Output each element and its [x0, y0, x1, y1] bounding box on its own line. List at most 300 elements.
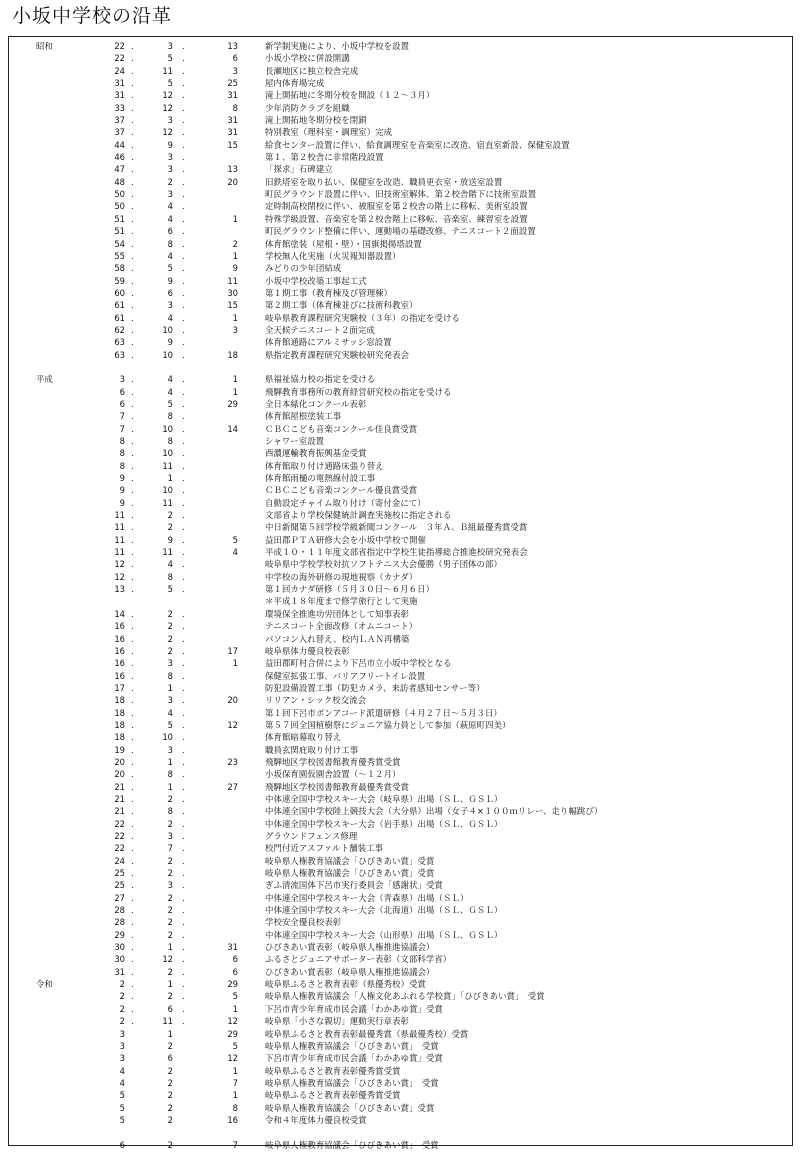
- month-cell: 2: [167, 1077, 173, 1088]
- month-cell: 2: [167, 1065, 173, 1076]
- event-text: ふるさとジュニアサポーター表彰（文部科学省）: [265, 954, 452, 965]
- month-cell: 3: [167, 880, 173, 891]
- history-row: [9, 89, 792, 101]
- history-row: [9, 287, 792, 299]
- month-cell: 4: [167, 250, 173, 261]
- month-cell: 8: [167, 769, 173, 780]
- date-separator: .: [131, 905, 134, 916]
- event-text: 「探求」石碑建立: [265, 164, 333, 175]
- history-row: [9, 250, 792, 262]
- month-cell: 12: [162, 127, 173, 138]
- history-row: [9, 781, 792, 793]
- history-rows: [9, 40, 792, 1151]
- month-cell: 2: [167, 510, 173, 521]
- date-separator: .: [182, 423, 185, 434]
- month-cell: 5: [167, 719, 173, 730]
- date-separator: .: [131, 436, 134, 446]
- day-cell: 6: [232, 954, 238, 965]
- date-separator: .: [131, 349, 134, 360]
- event-text: 小坂保育園仮園舎設置（～１２月）: [265, 769, 401, 780]
- date-separator: .: [182, 559, 185, 570]
- history-row: [9, 163, 792, 175]
- date-separator: .: [182, 263, 185, 274]
- year-cell: 5: [119, 1102, 125, 1113]
- history-row: [9, 929, 792, 941]
- year-cell: 31: [114, 966, 125, 977]
- month-cell: 9: [167, 337, 173, 348]
- month-cell: 2: [167, 991, 173, 1002]
- date-separator: .: [131, 534, 134, 545]
- month-cell: 10: [162, 485, 173, 496]
- month-cell: 2: [167, 621, 173, 632]
- date-separator: .: [182, 547, 185, 558]
- event-text: 益田郡ＰＴＡ研修大会を小坂中学校で開催: [265, 534, 427, 545]
- history-row: [9, 842, 792, 854]
- event-text: 中体連全国中学校スキー大会（山形県）出場（ＳＬ、ＧＳＬ）: [265, 929, 503, 940]
- day-cell: 23: [227, 756, 238, 767]
- event-text: 特殊学級設置、音楽室を第２校舎階上に移転、音楽室、練習室を設置: [265, 213, 528, 224]
- month-cell: 6: [167, 1053, 173, 1064]
- year-cell: 8: [119, 460, 125, 471]
- year-cell: 28: [114, 917, 125, 928]
- month-cell: 8: [167, 411, 173, 422]
- event-text: 令和４年度体力優良校受賞: [265, 1114, 367, 1125]
- date-separator: .: [131, 633, 134, 644]
- era-label: 令和: [36, 979, 53, 990]
- date-separator: .: [131, 608, 134, 619]
- date-separator: .: [131, 769, 134, 780]
- date-separator: .: [182, 152, 185, 163]
- history-row: [9, 423, 792, 435]
- date-separator: .: [182, 1003, 185, 1014]
- date-separator: .: [131, 485, 134, 496]
- date-separator: .: [182, 732, 185, 743]
- year-cell: 13: [114, 584, 125, 595]
- month-cell: 8: [167, 806, 173, 817]
- month-cell: 2: [167, 1114, 173, 1125]
- date-separator: .: [182, 1016, 185, 1027]
- year-cell: 9: [119, 473, 125, 484]
- history-row: [9, 1028, 792, 1040]
- month-cell: 5: [167, 78, 173, 89]
- day-cell: 9: [232, 263, 238, 274]
- event-text: 岐阜県教育課程研究実験校（３年）の指定を受ける: [265, 312, 460, 323]
- month-cell: 7: [167, 843, 173, 854]
- date-separator: .: [182, 41, 185, 51]
- date-separator: .: [131, 892, 134, 903]
- date-separator: .: [182, 386, 185, 397]
- event-text: 体育館暗幕取り替え: [265, 732, 342, 743]
- event-text: シャワー室設置: [265, 436, 325, 446]
- month-cell: 10: [162, 349, 173, 360]
- event-text: グラウンドフェンス修理: [265, 831, 358, 841]
- date-separator: .: [182, 201, 185, 212]
- month-cell: 2: [167, 855, 173, 866]
- year-cell: 60: [114, 287, 125, 298]
- date-separator: .: [182, 250, 185, 261]
- year-cell: 3: [119, 374, 125, 385]
- date-separator: .: [131, 868, 134, 879]
- date-separator: .: [131, 559, 134, 570]
- date-separator: .: [182, 139, 185, 150]
- event-text: 滝上開拓地冬期分校を閉鎖: [265, 115, 367, 126]
- event-text: 平成１０・１１年度文部省指定中学校生徒指導総合推進校研究発表会: [265, 547, 528, 558]
- month-cell: 2: [167, 176, 173, 187]
- date-separator: .: [131, 670, 134, 681]
- year-cell: 21: [114, 806, 125, 817]
- date-separator: .: [131, 324, 134, 335]
- year-cell: 2: [119, 979, 125, 990]
- month-cell: 3: [167, 695, 173, 706]
- event-text: 自動設定チャイム取り付け（寄付金にて）: [265, 497, 426, 508]
- year-cell: 61: [114, 312, 125, 323]
- event-text: 中体連全国中学校陸上競技大会（大分県）出場（女子４×１００ｍリレー、走り幅跳び）: [265, 806, 603, 817]
- history-row: [9, 805, 792, 817]
- year-cell: 21: [114, 781, 125, 792]
- history-row: [9, 435, 792, 447]
- event-text: 体育館塗装（屋根・壁）・国旗掲揚塔設置: [265, 238, 422, 249]
- event-text: リリアン・シック校交流会: [265, 695, 367, 706]
- month-cell: 6: [167, 1003, 173, 1014]
- date-separator: .: [182, 300, 185, 311]
- date-separator: .: [131, 645, 134, 656]
- date-separator: .: [131, 658, 134, 669]
- date-separator: .: [182, 818, 185, 829]
- event-text: 特別教室（理科室・調理室）完成: [265, 127, 393, 138]
- event-text: 職員玄関庇取り付け工事: [265, 744, 359, 755]
- history-row: [9, 990, 792, 1002]
- history-row: [9, 916, 792, 928]
- day-cell: 11: [227, 275, 238, 286]
- date-separator: .: [182, 226, 185, 237]
- month-cell: 8: [167, 670, 173, 681]
- date-separator: .: [182, 584, 185, 595]
- year-cell: 50: [114, 201, 125, 212]
- event-text: 学校安全優良校表彰: [265, 917, 342, 928]
- year-cell: 24: [114, 855, 125, 866]
- month-cell: 4: [167, 559, 173, 570]
- year-cell: 22: [114, 53, 125, 64]
- history-row: [9, 484, 792, 496]
- month-cell: 4: [167, 213, 173, 224]
- date-separator: .: [182, 275, 185, 286]
- year-cell: 18: [114, 719, 125, 730]
- history-row: [9, 262, 792, 274]
- date-separator: .: [131, 954, 134, 965]
- event-text: 体育館雨樋の電熱線付設工事: [265, 473, 376, 484]
- date-separator: .: [131, 719, 134, 730]
- year-cell: 16: [114, 633, 125, 644]
- day-cell: 1: [232, 658, 238, 669]
- month-cell: 10: [162, 423, 173, 434]
- date-separator: .: [182, 880, 185, 891]
- year-cell: 27: [114, 892, 125, 903]
- history-row: [9, 1052, 792, 1064]
- day-cell: 4: [232, 547, 238, 558]
- date-separator: .: [182, 436, 185, 446]
- year-cell: 16: [114, 658, 125, 669]
- history-row: [9, 768, 792, 780]
- event-text: 屋内体育場完成: [265, 78, 325, 89]
- date-separator: .: [131, 139, 134, 150]
- date-separator: .: [131, 398, 134, 409]
- event-text: 中体連全国中学校スキー大会（北海道）出場（ＳＬ、ＧＳＬ）: [265, 905, 503, 916]
- event-text: 中学校の海外研修の現地視察（カナダ）: [265, 571, 418, 582]
- month-cell: 2: [167, 1040, 173, 1051]
- event-text: 小坂中学校改築工事起工式: [265, 275, 367, 286]
- month-cell: 2: [167, 905, 173, 916]
- day-cell: 1: [232, 1003, 238, 1014]
- month-cell: 10: [162, 448, 173, 459]
- year-cell: 4: [119, 1077, 125, 1088]
- date-separator: .: [182, 312, 185, 323]
- event-text: みどりの少年団結成: [265, 263, 342, 274]
- date-separator: .: [182, 53, 185, 64]
- event-text: 益田郡町村合併により下呂市立小坂中学校となる: [265, 658, 452, 669]
- history-row: [9, 694, 792, 706]
- history-row: [9, 200, 792, 212]
- date-separator: .: [131, 793, 134, 804]
- history-row: [9, 77, 792, 89]
- date-separator: .: [182, 954, 185, 965]
- year-cell: 63: [114, 349, 125, 360]
- row-gap: [9, 1126, 792, 1138]
- date-separator: .: [182, 806, 185, 817]
- date-separator: .: [131, 497, 134, 508]
- event-text: 第５７回全国植樹祭にジュニア協力員として参加（萩原町四美）: [265, 719, 511, 730]
- history-row: [9, 682, 792, 694]
- event-text: 飛騨地区学校図書館教育優秀賞受賞: [265, 756, 401, 767]
- day-cell: 31: [227, 942, 238, 953]
- date-separator: .: [182, 793, 185, 804]
- date-separator: .: [131, 917, 134, 928]
- date-separator: .: [182, 658, 185, 669]
- date-separator: .: [182, 115, 185, 126]
- event-text: 西濃運輸教育振興基金受賞: [265, 448, 367, 459]
- month-cell: 2: [167, 818, 173, 829]
- date-separator: .: [182, 497, 185, 508]
- date-separator: .: [131, 695, 134, 706]
- month-cell: 1: [167, 682, 173, 693]
- history-row: [9, 558, 792, 570]
- date-separator: .: [182, 485, 185, 496]
- year-cell: 58: [114, 263, 125, 274]
- event-text: 少年消防クラブを組織: [265, 102, 350, 113]
- date-separator: .: [131, 90, 134, 101]
- date-separator: .: [131, 423, 134, 434]
- event-text: 岐阜県ふるさと教育表彰優秀賞受賞: [265, 1065, 401, 1076]
- day-cell: 29: [227, 398, 238, 409]
- date-separator: .: [182, 398, 185, 409]
- era-label: 昭和: [36, 41, 53, 51]
- month-cell: 2: [167, 522, 173, 533]
- day-cell: 1: [232, 213, 238, 224]
- history-row: [9, 521, 792, 533]
- year-cell: 6: [119, 386, 125, 397]
- year-cell: 25: [114, 880, 125, 891]
- date-separator: .: [131, 263, 134, 274]
- date-separator: .: [182, 966, 185, 977]
- history-row: [9, 139, 792, 151]
- date-separator: .: [182, 176, 185, 187]
- date-separator: .: [182, 374, 185, 385]
- history-row: [9, 1040, 792, 1052]
- day-cell: 5: [232, 991, 238, 1002]
- day-cell: 18: [227, 349, 238, 360]
- event-text: 岐阜県人権教育協議会「ひびきあい賞」受賞: [265, 855, 435, 866]
- history-row: [9, 1065, 792, 1077]
- month-cell: 4: [167, 386, 173, 397]
- year-cell: 50: [114, 189, 125, 200]
- month-cell: 11: [162, 460, 173, 471]
- day-cell: 29: [227, 979, 238, 990]
- date-separator: .: [131, 880, 134, 891]
- event-text: 中体連全国中学校スキー大会（岐阜県）出場（ＳＬ、ＧＳＬ）: [265, 793, 503, 804]
- month-cell: 3: [167, 300, 173, 311]
- year-cell: 12: [114, 571, 125, 582]
- date-separator: .: [131, 102, 134, 113]
- date-separator: .: [131, 929, 134, 940]
- year-cell: 17: [114, 682, 125, 693]
- history-row: [9, 52, 792, 64]
- year-cell: 37: [114, 127, 125, 138]
- date-separator: .: [182, 781, 185, 792]
- month-cell: 3: [167, 152, 173, 163]
- history-row: [9, 941, 792, 953]
- history-row: [9, 373, 792, 385]
- date-separator: .: [131, 966, 134, 977]
- event-text: 県指定教育課程研究実験校研究発表会: [265, 349, 410, 360]
- date-separator: .: [182, 769, 185, 780]
- day-cell: 6: [232, 966, 238, 977]
- date-separator: .: [131, 781, 134, 792]
- history-row: [9, 447, 792, 459]
- event-text: 県福祉協力校の指定を受ける: [265, 374, 376, 385]
- month-cell: 2: [167, 608, 173, 619]
- date-separator: .: [131, 337, 134, 348]
- date-separator: .: [182, 571, 185, 582]
- day-cell: 12: [227, 719, 238, 730]
- year-cell: 25: [114, 868, 125, 879]
- history-row: [9, 633, 792, 645]
- history-row: [9, 40, 792, 52]
- day-cell: 1: [232, 386, 238, 397]
- date-separator: .: [182, 719, 185, 730]
- history-row: [9, 102, 792, 114]
- day-cell: 17: [227, 645, 238, 656]
- event-text: 中体連全国中学校スキー大会（岩手県）出場（ＳＬ、ＧＳＬ）: [265, 818, 503, 829]
- history-row: [9, 645, 792, 657]
- date-separator: .: [131, 942, 134, 953]
- year-cell: 7: [119, 411, 125, 422]
- history-row: [9, 595, 792, 607]
- month-cell: 10: [162, 732, 173, 743]
- date-separator: .: [131, 65, 134, 76]
- day-cell: 31: [227, 90, 238, 101]
- year-cell: 55: [114, 250, 125, 261]
- history-row: [9, 126, 792, 138]
- date-separator: .: [131, 1003, 134, 1014]
- date-separator: .: [131, 621, 134, 632]
- day-cell: 2: [232, 238, 238, 249]
- section-gap: [9, 361, 792, 373]
- page-title: 小坂中学校の沿革: [12, 5, 173, 27]
- day-cell: 6: [232, 53, 238, 64]
- event-text: 岐阜県ふるさと教育表彰（県優秀校）受賞: [265, 979, 427, 990]
- date-separator: .: [182, 855, 185, 866]
- year-cell: 29: [114, 929, 125, 940]
- day-cell: 7: [232, 1077, 238, 1088]
- date-separator: .: [131, 201, 134, 212]
- date-separator: .: [182, 534, 185, 545]
- event-text: 飛騨教育事務所の教育経営研究校の指定を受ける: [265, 386, 452, 397]
- month-cell: 12: [162, 90, 173, 101]
- year-cell: 11: [114, 534, 125, 545]
- event-text: 岐阜県人権教育協議会「ひびきあい賞」 受賞: [265, 1077, 439, 1088]
- month-cell: 12: [162, 954, 173, 965]
- date-separator: .: [131, 448, 134, 459]
- year-cell: 30: [114, 942, 125, 953]
- history-row: [9, 830, 792, 842]
- year-cell: 20: [114, 756, 125, 767]
- date-separator: .: [182, 65, 185, 76]
- history-row: [9, 966, 792, 978]
- date-separator: .: [182, 90, 185, 101]
- date-separator: .: [182, 164, 185, 175]
- day-cell: 16: [227, 1114, 238, 1125]
- event-text: 下呂市青少年育成市民会議「わかあゆ賞」受賞: [265, 1053, 443, 1064]
- month-cell: 11: [162, 547, 173, 558]
- era-label: 平成: [36, 374, 53, 385]
- history-row: [9, 299, 792, 311]
- history-row: [9, 867, 792, 879]
- history-row: [9, 324, 792, 336]
- event-text: 第１期工事（教育棟及び管理棟）: [265, 287, 393, 298]
- history-row: [9, 904, 792, 916]
- month-cell: 2: [167, 868, 173, 879]
- month-cell: 9: [167, 139, 173, 150]
- event-text: 全天候テニスコート２面完成: [265, 324, 375, 335]
- date-separator: .: [182, 621, 185, 632]
- event-text: 岐阜県人権教育協議会「ひびきあい賞」 受賞: [265, 1139, 439, 1150]
- date-separator: .: [131, 855, 134, 866]
- date-separator: .: [131, 189, 134, 200]
- year-cell: 63: [114, 337, 125, 348]
- event-text: ぎふ清流国体下呂市実行委員会「感謝状」受賞: [265, 880, 443, 891]
- day-cell: 31: [227, 115, 238, 126]
- month-cell: 2: [167, 645, 173, 656]
- year-cell: 9: [119, 485, 125, 496]
- date-separator: .: [182, 707, 185, 718]
- history-row: [9, 410, 792, 422]
- day-cell: 13: [227, 164, 238, 175]
- year-cell: 54: [114, 238, 125, 249]
- date-separator: .: [131, 843, 134, 854]
- date-separator: .: [131, 756, 134, 767]
- date-separator: .: [182, 917, 185, 928]
- event-text: 町民グラウンド設置に伴い、旧技術室解体、第２校舎階下に技術室設置: [265, 189, 537, 200]
- day-cell: 27: [227, 781, 238, 792]
- month-cell: 8: [167, 436, 173, 446]
- date-separator: .: [182, 744, 185, 755]
- year-cell: 12: [114, 559, 125, 570]
- history-row: [9, 1089, 792, 1101]
- month-cell: 10: [162, 324, 173, 335]
- date-separator: .: [182, 991, 185, 1002]
- day-cell: 20: [227, 695, 238, 706]
- year-cell: 20: [114, 769, 125, 780]
- year-cell: 31: [114, 78, 125, 89]
